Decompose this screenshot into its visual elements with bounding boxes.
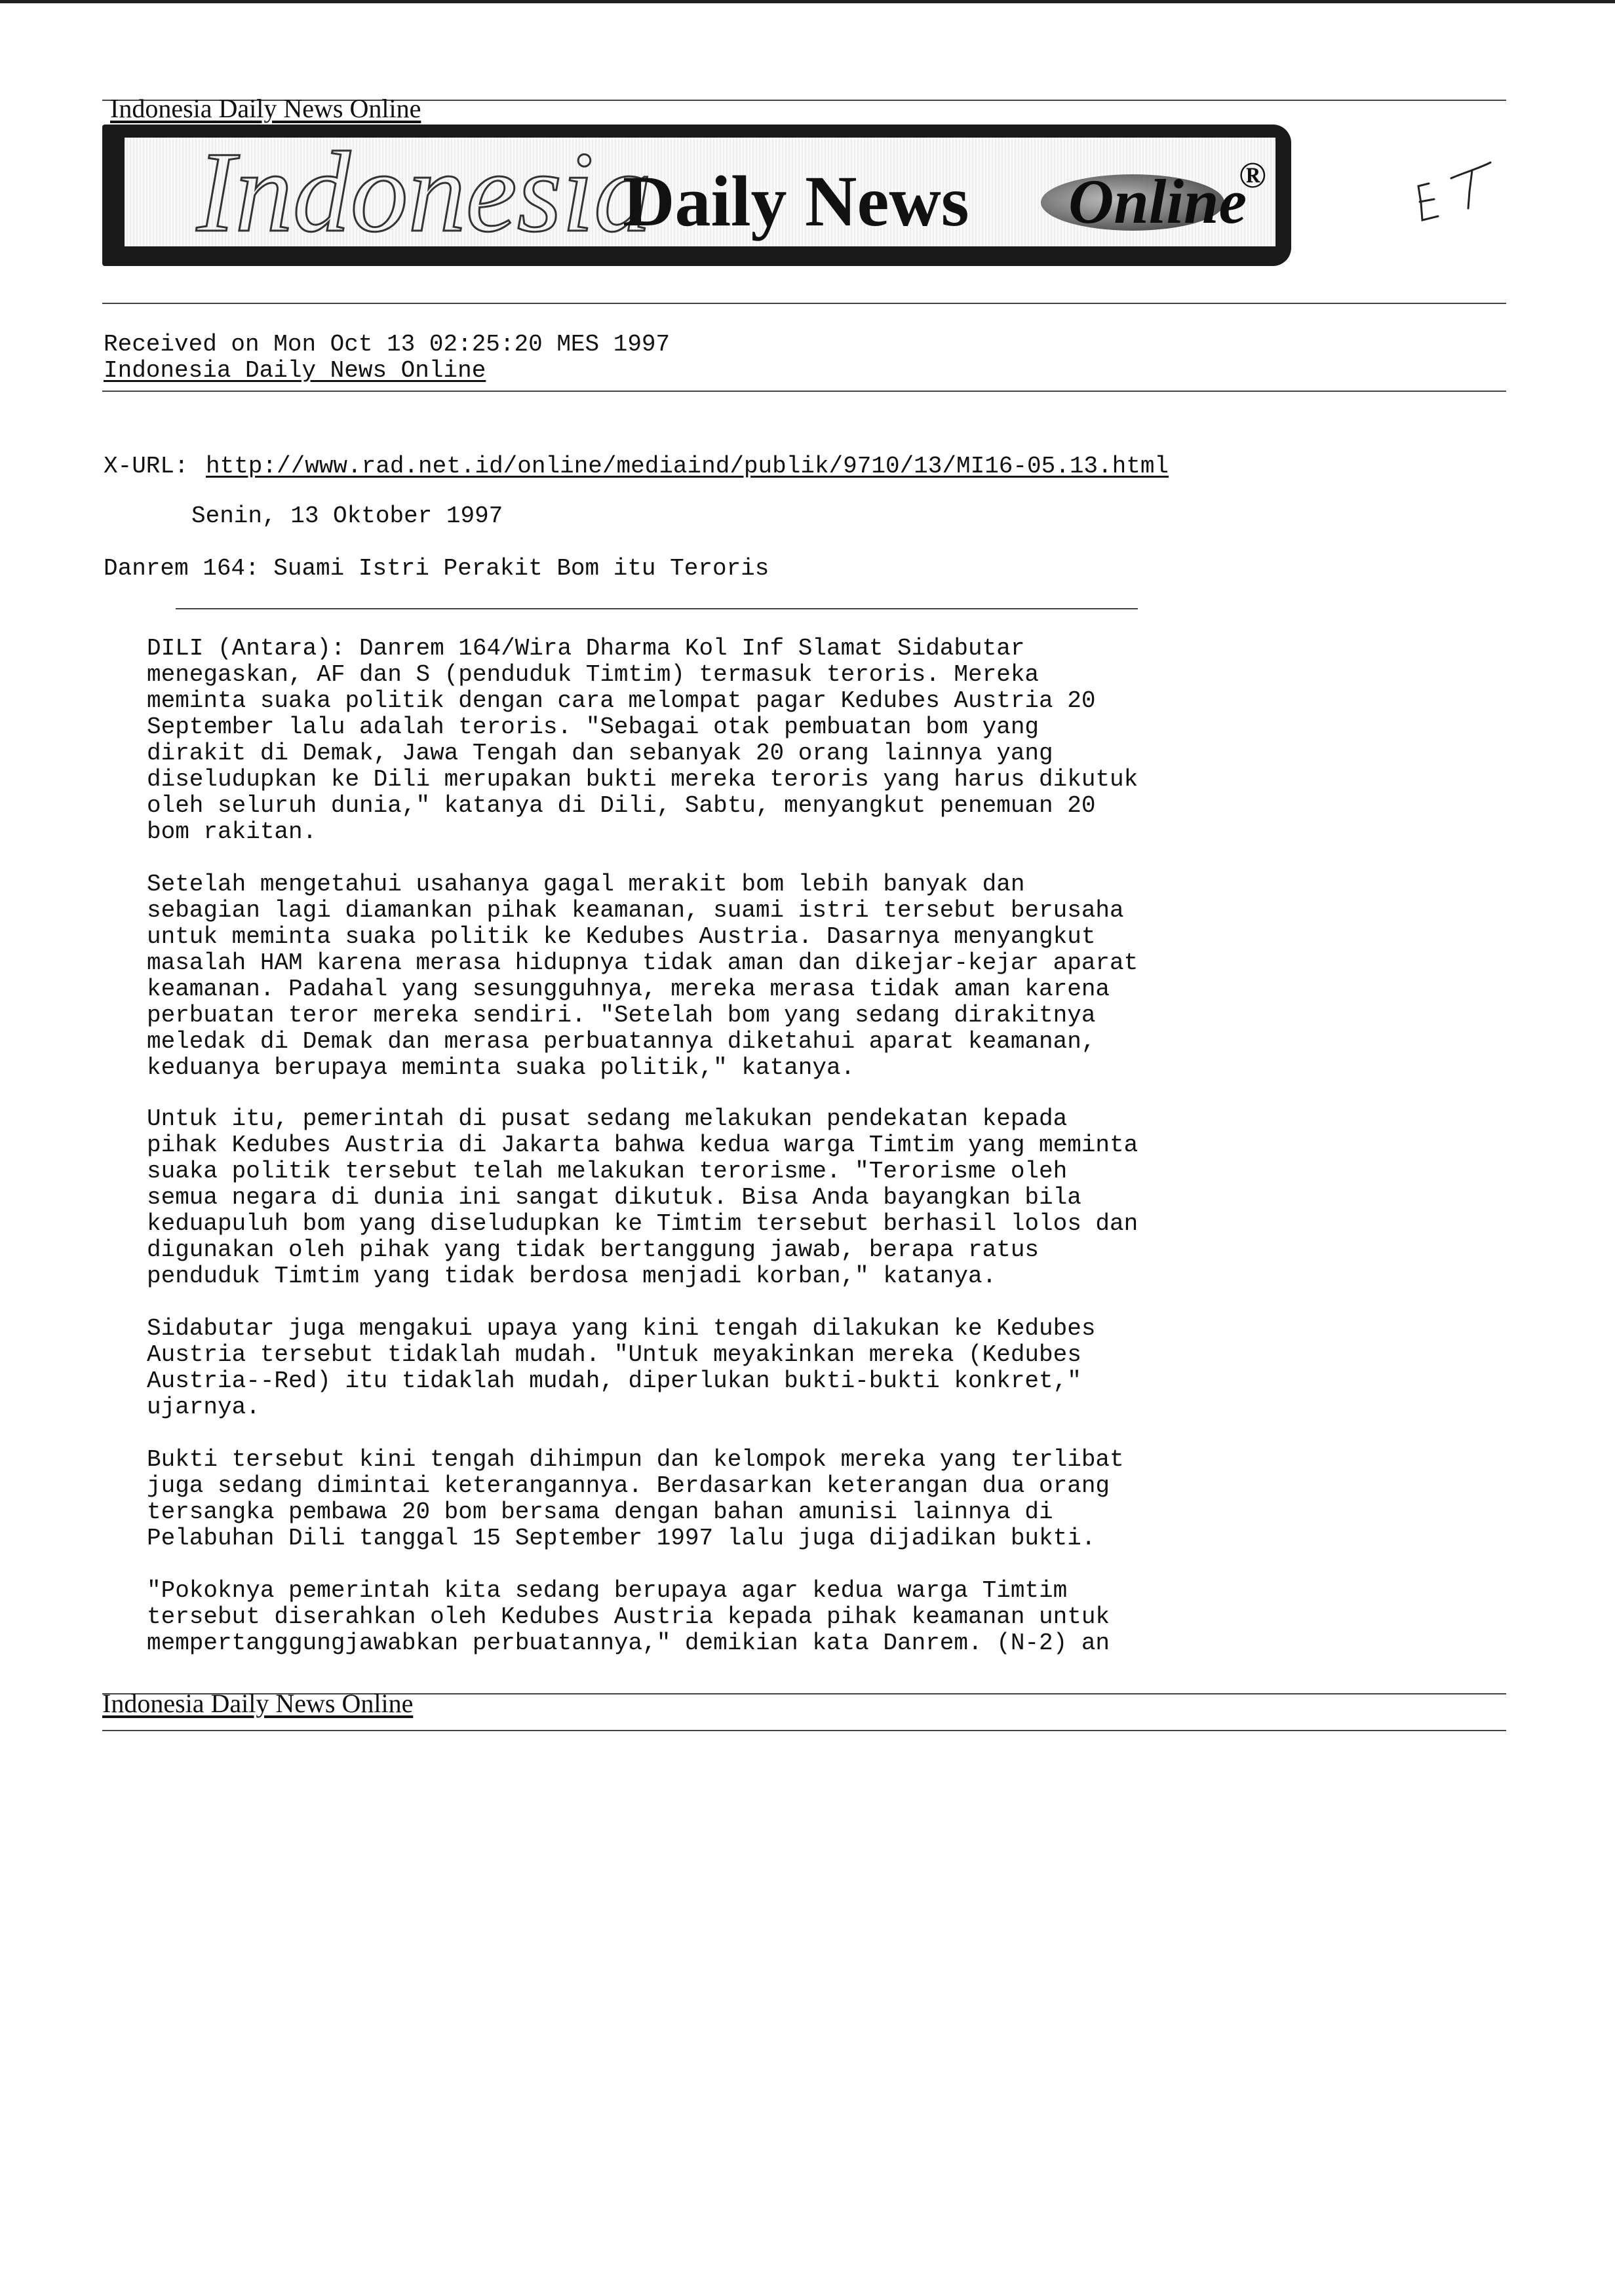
xurl-link[interactable]: http://www.rad.net.id/online/mediaind/publik/9710/13/MI16-05.13.html	[206, 453, 1169, 480]
received-rule	[102, 391, 1506, 392]
article-paragraph: Setelah mengetahui usahanya gagal merakit bom lebih banyak dan sebagian lagi diamankan pihak keamanan, suami istri tersebut berusaha untuk meminta suaka politik ke Kedubes Austria. Dasarnya menyangkut masalah HAM karena merasa hidupnya tidak aman dan dikejar-kejar aparat keamanan. Padahal yang sesungguhnya, mereka merasa tidak aman karena perbuatan teror mereka sendiri. "Setelah bom yang sedang dirakitnya meledak di Demak dan merasa perbuatannya diketahui aparat keamanan, keduanya berupaya meminta suaka politik," katanya.	[147, 871, 1138, 1081]
footer-site-name: Indonesia Daily News Online	[102, 1689, 414, 1718]
article-dateline: Senin, 13 Oktober 1997	[191, 503, 503, 529]
article-paragraph: Bukti tersebut kini tengah dihimpun dan kelompok mereka yang terlibat juga sedang dimintai keterangannya. Berdasarkan keterangan dua orang tersangka pembawa 20 bom bersama dengan bahan amunisi lainnya di Pelabuhan Dili tanggal 15 September 1997 lalu juga dijadikan bukti.	[147, 1446, 1124, 1552]
received-source: Indonesia Daily News Online	[104, 357, 486, 384]
article-paragraph: Untuk itu, pemerintah di pusat sedang melakukan pendekatan kepada pihak Kedubes Austria di Jakarta bahwa kedua warga Timtim yang meminta suaka politik tersebut telah melakukan terorisme. "Terorisme oleh semua negara di dunia ini sangat dikutuk. Bisa Anda bayangkan bila keduapuluh bom yang diseludupkan ke Timtim tersebut berhasil lolos dan digunakan oleh pihak yang tidak bertanggung jawab, berapa ratus penduduk Timtim yang tidak berdosa menjadi korban," katanya.	[147, 1105, 1138, 1290]
banner-online-text: Online	[1068, 166, 1247, 237]
xurl-label: X-URL:	[104, 453, 189, 480]
header-site-name: Indonesia Daily News Online	[110, 94, 421, 123]
site-banner	[102, 124, 1291, 266]
headline-rule	[176, 608, 1138, 609]
footer-bottom-rule	[102, 1730, 1506, 1731]
article-paragraph: DILI (Antara): Danrem 164/Wira Dharma Kol Inf Slamat Sidabutar menegaskan, AF dan S (penduduk Timtim) termasuk teroris. Mereka meminta suaka politik dengan cara melompat pagar Kedubes Austria 20 September lalu adalah teroris. "Sebagai otak pembuatan bom yang dirakit di Demak, Jawa Tengah dan sebanyak 20 orang lainnya yang diseludupkan ke Dili merupakan bukti mereka teroris yang harus dikutuk oleh seluruh dunia," katanya di Dili, Sabtu, menyangkut penemuan 20 bom rakitan.	[147, 635, 1138, 845]
article-headline: Danrem 164: Suami Istri Perakit Bom itu Teroris	[104, 555, 769, 582]
banner-script-word: Indonesia	[197, 138, 652, 246]
article-paragraph: "Pokoknya pemerintah kita sedang berupaya agar kedua warga Timtim tersebut diserahkan oleh Kedubes Austria kepada pihak keamanan untuk mempertanggungjawabkan perbuatannya," demikian kata Danrem. (N-2) an	[147, 1577, 1110, 1656]
header-bottom-rule	[102, 303, 1506, 304]
handwritten-mark	[1409, 157, 1501, 229]
scan-top-edge	[0, 0, 1615, 3]
banner-brand-text: Daily News	[623, 161, 969, 241]
article-paragraph: Sidabutar juga mengakui upaya yang kini tengah dilakukan ke Kedubes Austria tersebut tidaklah mudah. "Untuk meyakinkan mereka (Kedubes Austria--Red) itu tidaklah mudah, diperlukan bukti-bukti konkret," ujarnya.	[147, 1315, 1096, 1421]
banner-panel	[125, 138, 1275, 246]
received-line: Received on Mon Oct 13 02:25:20 MES 1997	[104, 331, 671, 358]
registered-mark: ®	[1239, 155, 1266, 196]
